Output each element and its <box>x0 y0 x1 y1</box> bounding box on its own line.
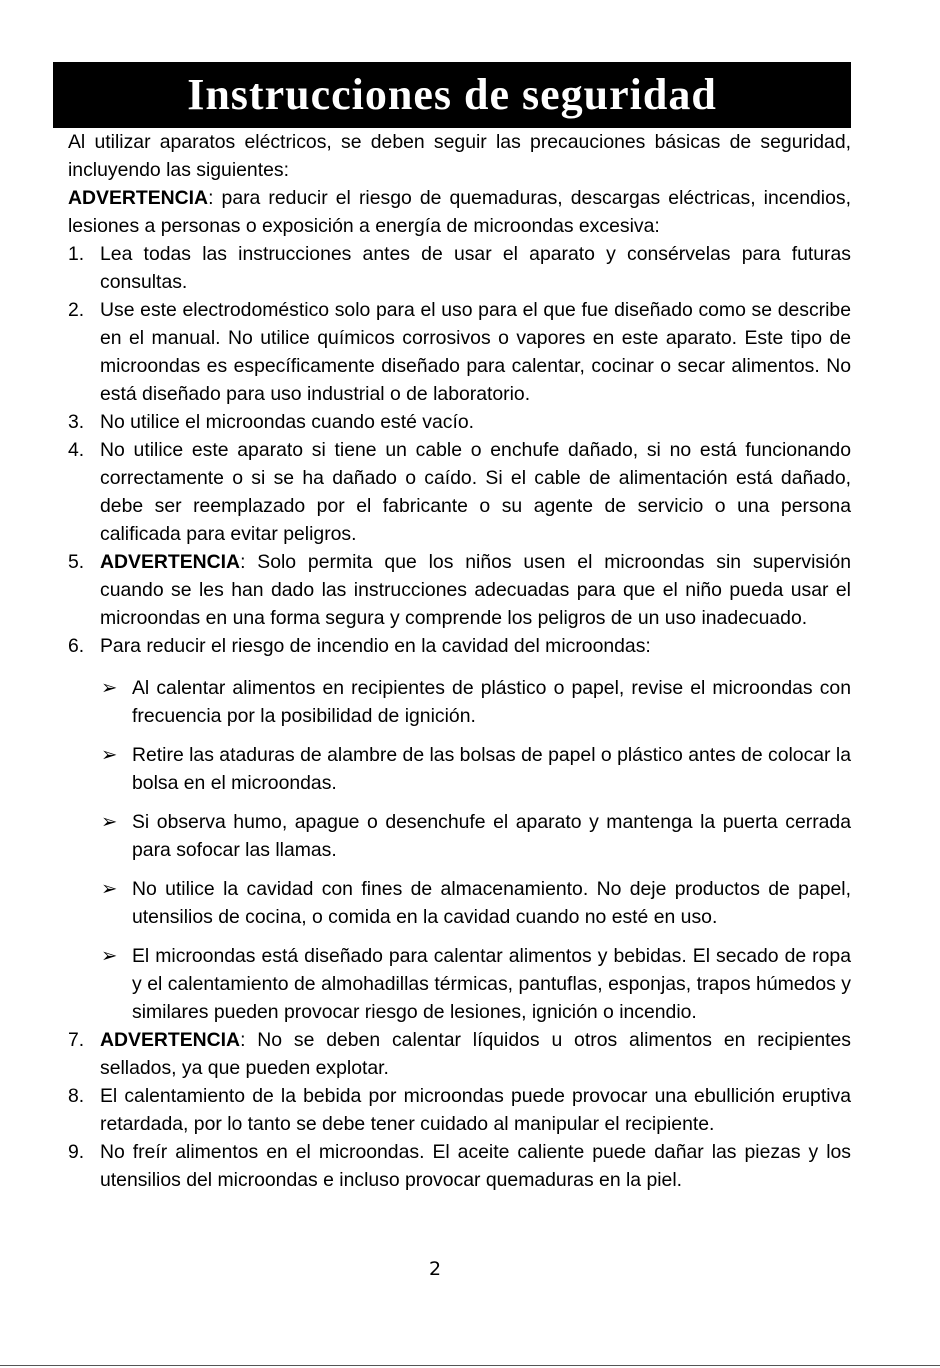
item-text: Para reducir el riesgo de incendio en la cavidad del microondas: <box>100 635 651 657</box>
arrow-bullet-icon: ➢ <box>101 677 118 699</box>
warning-label: ADVERTENCIA <box>68 187 209 209</box>
item-number: 2. <box>68 299 85 321</box>
list-item <box>68 1138 851 1194</box>
item-text: No utilice el microondas cuando esté vacío. <box>100 411 475 433</box>
safety-instructions <box>68 128 851 1194</box>
sub-bullet-item <box>68 875 851 931</box>
item-number: 7. <box>68 1029 85 1051</box>
sub-bullet-list <box>100 674 851 1026</box>
page-title: Instrucciones de seguridad <box>187 70 717 119</box>
warning-paragraph <box>68 184 851 240</box>
item-number: 5. <box>68 551 85 573</box>
bullet-text: Si observa humo, apague o desenchufe el aparato y mantenga la puerta cerrada para sofocar las llamas. <box>132 811 851 861</box>
list-item <box>68 548 851 632</box>
item-number: 9. <box>68 1141 85 1163</box>
arrow-bullet-icon: ➢ <box>101 878 118 900</box>
title-bar <box>53 62 851 128</box>
list-item <box>68 632 851 1026</box>
list-item <box>68 1026 851 1082</box>
item-text: No freír alimentos en el microondas. El aceite caliente puede dañar las piezas y los utensilios del microondas e incluso provocar quemaduras en la piel. <box>100 1141 851 1191</box>
item-text: Lea todas las instrucciones antes de usar el aparato y consérvelas para futuras consultas. <box>100 243 851 293</box>
arrow-bullet-icon: ➢ <box>101 811 118 833</box>
sub-bullet-item <box>68 741 851 797</box>
bullet-text: El microondas está diseñado para calentar alimentos y bebidas. El secado de ropa y el calentamiento de almohadillas térmicas, pantuflas, esponjas, trapos húmedos y similares pueden provocar riesgo de lesiones, ignición o incendio. <box>132 945 851 1023</box>
intro-paragraph: Al utilizar aparatos eléctricos, se deben seguir las precauciones básicas de seguridad, incluyendo las siguientes: <box>68 131 851 181</box>
sub-bullet-item <box>68 808 851 864</box>
item-number: 8. <box>68 1085 85 1107</box>
item-number: 6. <box>68 635 85 657</box>
list-item <box>68 436 851 548</box>
list-item <box>68 1082 851 1138</box>
item-text: : No se deben calentar líquidos u otros alimentos en recipientes sellados, ya que pueden explotar. <box>100 1029 851 1079</box>
list-item <box>68 408 851 436</box>
warning-text: : para reducir el riesgo de quemaduras, descargas eléctricas, incendios, lesiones a personas o exposición a energía de microondas excesiva: <box>68 187 851 237</box>
page-number: 2 <box>428 1258 442 1280</box>
list-item <box>68 296 851 408</box>
arrow-bullet-icon: ➢ <box>101 945 118 967</box>
sub-bullet-item <box>68 942 851 1026</box>
sub-bullet-item <box>68 674 851 730</box>
list-item <box>68 240 851 296</box>
bottom-divider <box>0 1365 940 1366</box>
bullet-text: Al calentar alimentos en recipientes de plástico o papel, revise el microondas con frecuencia por la posibilidad de ignición. <box>132 677 851 727</box>
item-text: Use este electrodoméstico solo para el uso para el que fue diseñado como se describe en el manual. No utilice químicos corrosivos o vapores en este aparato. Este tipo de microondas es específicamente diseñado para calentar, cocinar o secar alimentos. No está diseñado para uso industrial o de laboratorio. <box>100 299 851 405</box>
item-text: El calentamiento de la bebida por microondas puede provocar una ebullición eruptiva retardada, por lo tanto se debe tener cuidado al manipular el recipiente. <box>100 1085 851 1135</box>
item-number: 3. <box>68 411 85 433</box>
bullet-text: No utilice la cavidad con fines de almacenamiento. No deje productos de papel, utensilios de cocina, o comida en la cavidad cuando no esté en uso. <box>132 878 851 928</box>
instruction-list <box>68 240 851 1194</box>
item-warning-label: ADVERTENCIA <box>100 551 241 573</box>
item-text: : Solo permita que los niños usen el microondas sin supervisión cuando se les han dado las instrucciones adecuadas para que el niño pueda usar el microondas en una forma segura y comprende los peligros de un uso inadecuado. <box>100 551 851 629</box>
bullet-text: Retire las ataduras de alambre de las bolsas de papel o plástico antes de colocar la bolsa en el microondas. <box>132 744 851 794</box>
item-number: 4. <box>68 439 85 461</box>
item-text: No utilice este aparato si tiene un cable o enchufe dañado, si no está funcionando correctamente o si se ha dañado o caído. Si el cable de alimentación está dañado, debe ser reemplazado por el fabricante o su agente de servicio o una persona calificada para evitar peligros. <box>100 439 851 545</box>
item-warning-label: ADVERTENCIA <box>100 1029 241 1051</box>
arrow-bullet-icon: ➢ <box>101 744 118 766</box>
item-number: 1. <box>68 243 85 265</box>
